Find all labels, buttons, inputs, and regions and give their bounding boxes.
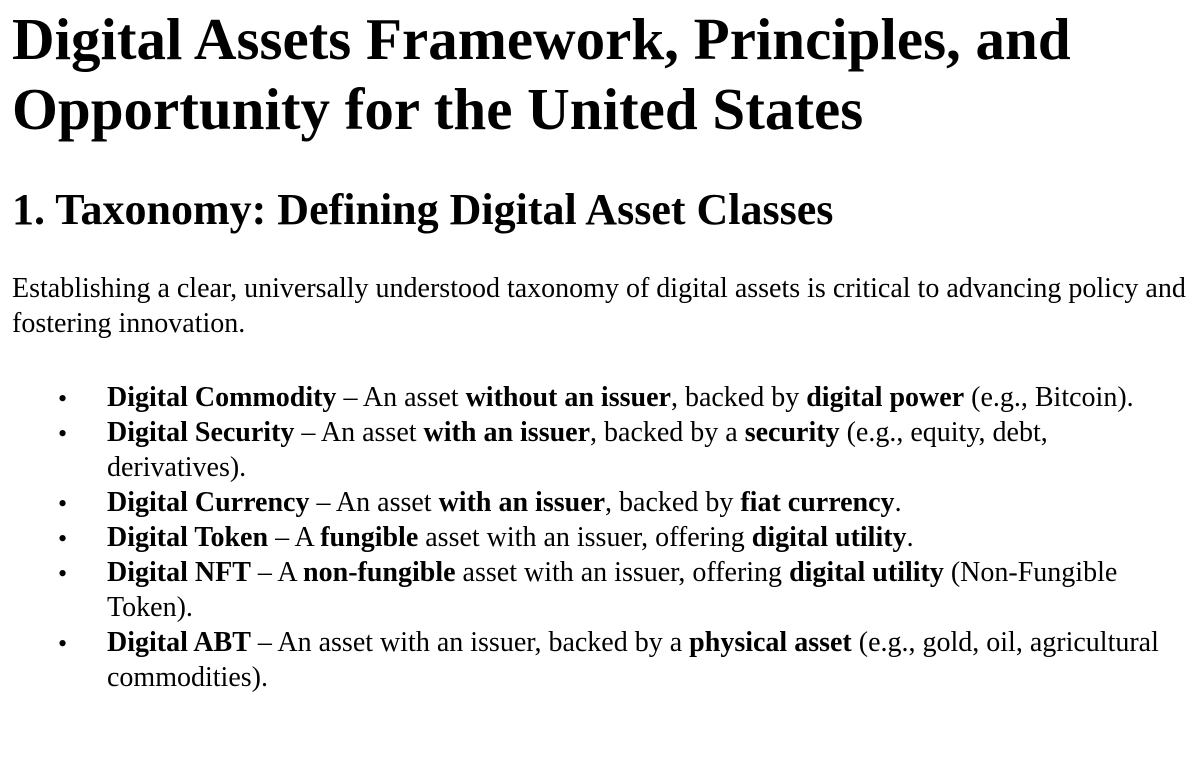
- item-text: .: [906, 522, 914, 553]
- item-text: (Non-Fungible Token).: [107, 557, 1118, 623]
- dash-separator: –: [309, 487, 336, 518]
- item-text: An asset: [362, 382, 466, 413]
- item-emphasis: non-fungible: [303, 557, 456, 588]
- item-emphasis: fiat currency: [740, 487, 895, 518]
- item-text: A: [277, 557, 304, 588]
- asset-term: Digital Token: [107, 522, 269, 553]
- asset-term: Digital Security: [107, 417, 295, 448]
- list-item-digital-nft: [0, 555, 1200, 625]
- list-item-digital-security: [0, 415, 1200, 485]
- bullet-icon: •: [58, 629, 68, 658]
- item-text: .: [894, 487, 902, 518]
- intro-paragraph: Establishing a clear, universally understood taxonomy of digital assets is critical to advancing policy and fostering innovation.: [12, 273, 1186, 339]
- asset-class-list: [0, 380, 1200, 695]
- item-text: asset with an issuer, offering: [455, 557, 790, 588]
- dash-separator: –: [250, 627, 278, 658]
- bullet-icon: •: [58, 559, 68, 588]
- item-text: An asset with an issuer, backed by a: [277, 627, 690, 658]
- item-text: , backed by: [605, 487, 741, 518]
- item-text: An asset: [335, 487, 439, 518]
- item-emphasis: without an issuer: [465, 382, 671, 413]
- item-emphasis: security: [744, 417, 840, 448]
- asset-term: Digital ABT: [107, 627, 251, 658]
- item-text: (e.g., equity, debt, derivatives).: [107, 417, 1048, 483]
- item-emphasis: digital power: [806, 382, 965, 413]
- bullet-icon: •: [58, 419, 68, 448]
- dash-separator: –: [250, 557, 278, 588]
- list-item-digital-token: [0, 520, 1200, 555]
- list-item-digital-currency: [0, 485, 1200, 520]
- section-heading: 1. Taxonomy: Defining Digital Asset Classes: [12, 185, 834, 234]
- item-emphasis: fungible: [320, 522, 419, 553]
- dash-separator: –: [268, 522, 295, 553]
- bullet-icon: •: [58, 489, 68, 518]
- item-text: , backed by: [670, 382, 807, 413]
- bullet-icon: •: [58, 384, 68, 413]
- bullet-icon: •: [58, 524, 68, 553]
- item-text: (e.g., Bitcoin).: [964, 382, 1134, 413]
- asset-term: Digital NFT: [107, 557, 251, 588]
- dash-separator: –: [294, 417, 321, 448]
- item-text: (e.g., gold, oil, agricultural commodities).: [107, 627, 1159, 693]
- document-title: Digital Assets Framework, Principles, and Opportunity for the United States: [12, 6, 1071, 142]
- list-item-digital-commodity: [0, 380, 1200, 415]
- item-text: , backed by a: [590, 417, 745, 448]
- item-emphasis: physical asset: [689, 627, 852, 658]
- item-text: A: [294, 522, 321, 553]
- item-emphasis: digital utility: [789, 557, 944, 588]
- asset-term: Digital Commodity: [107, 382, 337, 413]
- item-emphasis: with an issuer: [438, 487, 606, 518]
- item-emphasis: digital utility: [751, 522, 907, 553]
- list-item-digital-abt: [0, 625, 1200, 695]
- dash-separator: –: [336, 382, 363, 413]
- asset-term: Digital Currency: [107, 487, 310, 518]
- item-text: asset with an issuer, offering: [418, 522, 752, 553]
- item-emphasis: with an issuer: [423, 417, 591, 448]
- item-text: An asset: [320, 417, 424, 448]
